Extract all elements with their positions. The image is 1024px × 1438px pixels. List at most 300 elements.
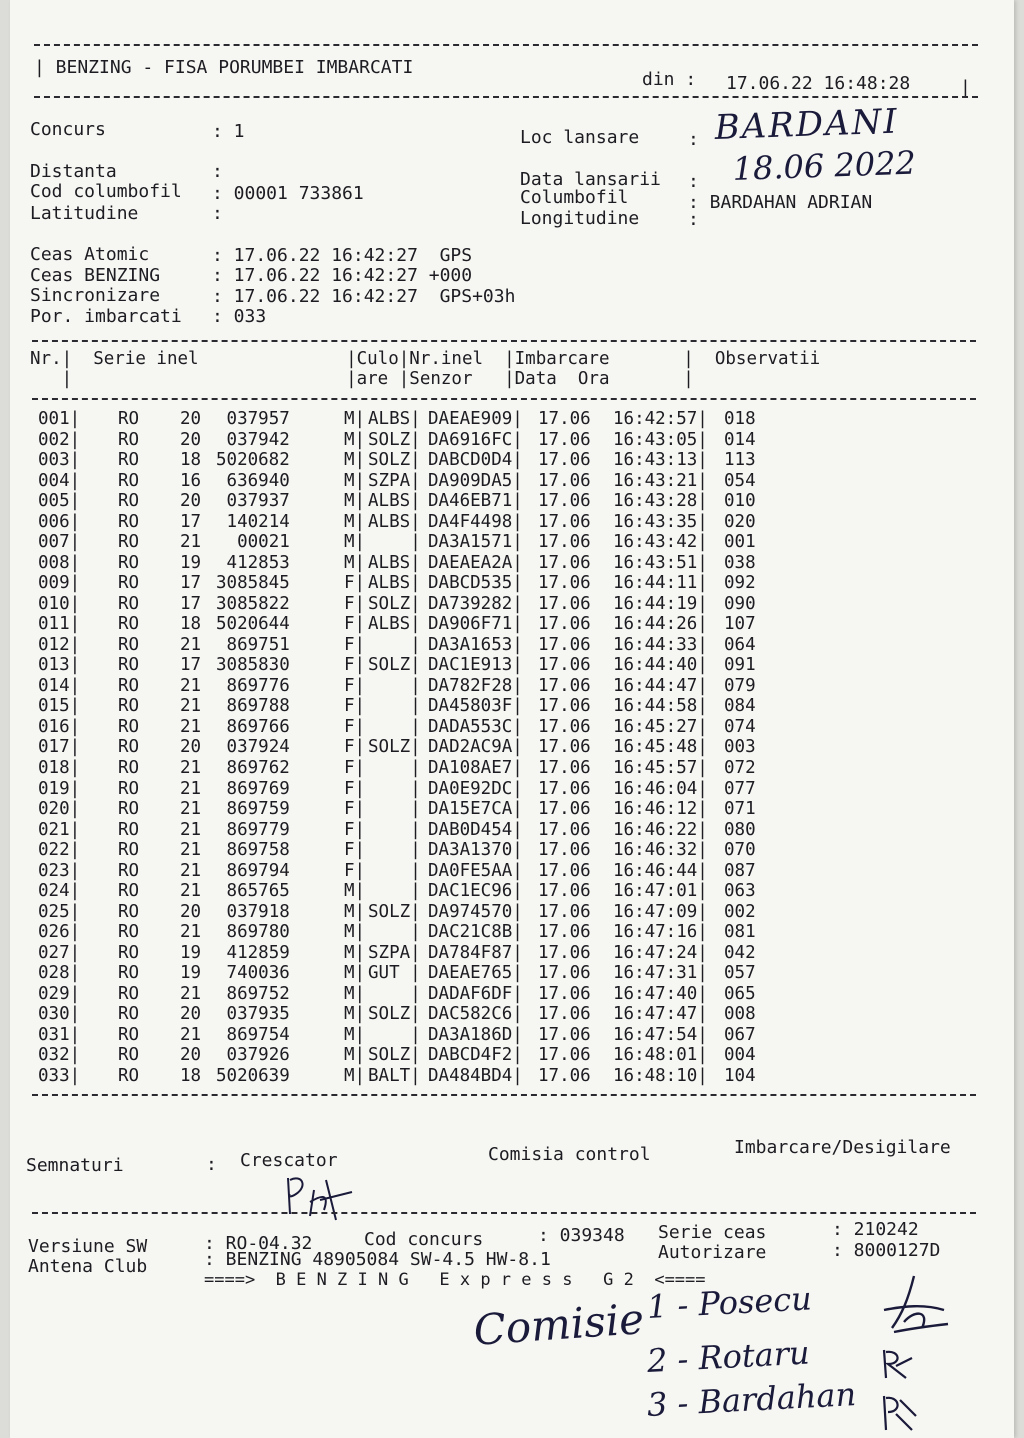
loc-lansare-colon: : — [688, 129, 699, 150]
member2-handwritten: 2 - Rotaru — [646, 1333, 811, 1380]
cell-boarding-date: 17.06 — [538, 552, 591, 573]
cell-sensor-id: DA784F87| — [428, 942, 523, 963]
member3-handwritten: 3 - Bardahan — [646, 1375, 857, 1424]
cell-sex: F| — [344, 860, 366, 881]
cell-boarding-time: 16:47:31| — [613, 963, 708, 984]
cell-row-number: 007| — [38, 532, 81, 553]
cod-concurs-value: : 039348 — [538, 1225, 625, 1246]
cell-sex: F| — [344, 716, 366, 737]
cell-boarding-time: 16:45:27| — [613, 716, 708, 737]
cell-ring-year: 21 — [180, 675, 202, 696]
cell-sex: F| — [344, 758, 366, 778]
cell-boarding-time: 16:42:57| — [613, 409, 708, 429]
cell-sensor-id: DADAF6DF| — [428, 983, 523, 1004]
cell-observation: 104 — [724, 1065, 756, 1086]
cell-color: SOLZ| — [368, 655, 421, 676]
cell-color: | — [410, 1024, 421, 1045]
cell-sex: M| — [344, 983, 366, 1004]
cell-boarding-date: 17.06 — [538, 1045, 591, 1066]
cell-boarding-time: 16:43:05| — [613, 429, 708, 450]
cell-sex: M| — [344, 470, 366, 491]
cell-boarding-date: 17.06 — [538, 450, 591, 471]
cell-country-code: RO — [118, 655, 140, 676]
sincronizare-value: : 17.06.22 16:42:27 GPS+03h — [212, 286, 516, 307]
cell-country-code: RO — [118, 860, 140, 881]
member1-handwritten: 1 - Posecu — [646, 1279, 813, 1326]
cell-row-number: 002| — [38, 429, 81, 450]
cell-boarding-time: 16:46:12| — [613, 799, 708, 820]
autorizare-value: : 8000127D — [832, 1240, 941, 1261]
cell-sensor-id: DAC1E913| — [428, 655, 523, 676]
cell-ring-year: 21 — [180, 922, 202, 943]
cod-columbofil-value: : 00001 733861 — [212, 183, 364, 204]
cell-boarding-time: 16:43:13| — [613, 450, 708, 471]
cell-ring-year: 20 — [180, 901, 202, 922]
sincronizare-label: Sincronizare — [30, 285, 161, 306]
member1-signature — [874, 1270, 954, 1340]
cell-sensor-id: DA6916FC| — [428, 429, 523, 450]
cell-observation: 091 — [724, 655, 756, 676]
latitudine-label: Latitudine — [30, 203, 139, 224]
longitudine-value: : — [688, 209, 699, 230]
cell-observation: 010 — [724, 491, 756, 512]
cell-country-code: RO — [118, 963, 140, 984]
cell-boarding-date: 17.06 — [538, 696, 591, 717]
ceas-benzing-value: : 17.06.22 16:42:27 +000 — [212, 265, 473, 286]
cell-observation: 057 — [724, 963, 756, 984]
cell-observation: 014 — [724, 429, 756, 450]
cell-sex: F| — [344, 737, 366, 758]
cell-observation: 065 — [724, 983, 756, 1004]
cell-observation: 084 — [724, 696, 756, 717]
cell-boarding-time: 16:47:16| — [613, 922, 708, 943]
cell-country-code: RO — [118, 737, 140, 758]
cell-ring-year: 20 — [180, 1004, 202, 1025]
cell-observation: 003 — [724, 737, 756, 758]
crescator-signature — [280, 1170, 360, 1226]
distanta-label: Distanta — [30, 161, 117, 182]
cell-sex: M| — [344, 901, 366, 922]
cell-boarding-date: 17.06 — [538, 409, 591, 429]
cell-row-number: 029| — [38, 983, 81, 1004]
header-bar-end: | — [960, 77, 971, 98]
table-top-rule — [32, 340, 976, 342]
cell-ring-year: 21 — [180, 819, 202, 840]
cell-ring-number: 037937 — [226, 491, 290, 512]
cell-color: GUT | — [368, 963, 421, 984]
cell-row-number: 023| — [38, 860, 81, 881]
cell-color: | — [410, 922, 421, 943]
cell-sensor-id: DA108AE7| — [428, 758, 523, 778]
cell-country-code: RO — [118, 1065, 140, 1086]
cell-row-number: 006| — [38, 511, 81, 532]
cell-color: | — [410, 758, 421, 778]
cell-ring-number: 037935 — [226, 1004, 290, 1025]
cell-boarding-date: 17.06 — [538, 758, 591, 778]
cell-row-number: 017| — [38, 737, 81, 758]
cell-row-number: 004| — [38, 470, 81, 491]
cell-boarding-time: 16:43:42| — [613, 532, 708, 553]
cell-boarding-date: 17.06 — [538, 737, 591, 758]
cell-ring-year: 20 — [180, 737, 202, 758]
cell-boarding-date: 17.06 — [538, 799, 591, 820]
cell-row-number: 009| — [38, 573, 81, 594]
cell-boarding-date: 17.06 — [538, 634, 591, 655]
autorizare-label: Autorizare — [658, 1242, 767, 1263]
cell-color: | — [410, 819, 421, 840]
cell-sensor-id: DABCD4F2| — [428, 1045, 523, 1066]
footer-rule — [32, 1212, 976, 1214]
cell-country-code: RO — [118, 409, 140, 429]
cell-color: | — [410, 778, 421, 799]
cell-observation: 070 — [724, 840, 756, 861]
data-lansarii-handwritten: 18.06 2022 — [732, 143, 917, 188]
cell-color: ALBS| — [368, 614, 421, 635]
cell-sex: F| — [344, 675, 366, 696]
cell-boarding-time: 16:44:40| — [613, 655, 708, 676]
cell-boarding-date: 17.06 — [538, 511, 591, 532]
cell-boarding-date: 17.06 — [538, 1024, 591, 1045]
comisia-control-label: Comisia control — [488, 1144, 651, 1165]
cell-color: ALBS| — [368, 573, 421, 594]
distanta-value: : — [212, 161, 223, 182]
cell-boarding-date: 17.06 — [538, 901, 591, 922]
cell-boarding-time: 16:45:48| — [613, 737, 708, 758]
cell-boarding-time: 16:48:10| — [613, 1065, 708, 1086]
cell-ring-number: 037942 — [226, 429, 290, 450]
cell-boarding-time: 16:47:01| — [613, 881, 708, 902]
cell-ring-number: 869752 — [226, 983, 290, 1004]
cell-sex: F| — [344, 799, 366, 820]
cell-boarding-date: 17.06 — [538, 532, 591, 553]
cell-ring-year: 21 — [180, 634, 202, 655]
cell-ring-year: 21 — [180, 716, 202, 737]
header-bottom-rule — [34, 96, 978, 98]
cell-color: SOLZ| — [368, 737, 421, 758]
cell-row-number: 032| — [38, 1045, 81, 1066]
cell-color: SOLZ| — [368, 901, 421, 922]
print-date-value: 17.06.22 16:48:28 — [726, 73, 911, 94]
cell-sensor-id: DA906F71| — [428, 614, 523, 635]
cell-sensor-id: DA3A1571| — [428, 532, 523, 553]
cell-sex: M| — [344, 1045, 366, 1066]
cell-ring-number: 3085822 — [216, 593, 290, 614]
cell-boarding-time: 16:43:21| — [613, 470, 708, 491]
cell-sensor-id: DAC1EC96| — [428, 881, 523, 902]
semnaturi-colon: : — [206, 1154, 217, 1175]
cell-country-code: RO — [118, 634, 140, 655]
cod-concurs-label: Cod concurs — [364, 1229, 484, 1250]
cell-observation: 054 — [724, 470, 756, 491]
cell-color: | — [410, 716, 421, 737]
cell-sex: M| — [344, 942, 366, 963]
table-header-line1: Nr.| Serie inel |Culo|Nr.inel |Imbarcare | Observatii — [30, 349, 821, 369]
cell-sensor-id: DA45803F| — [428, 696, 523, 717]
cell-sensor-id: DA3A1370| — [428, 840, 523, 861]
cell-ring-year: 16 — [180, 470, 202, 491]
cell-ring-year: 20 — [180, 429, 202, 450]
cell-color: | — [410, 881, 421, 902]
cell-observation: 042 — [724, 942, 756, 963]
cell-row-number: 031| — [38, 1024, 81, 1045]
cell-ring-year: 21 — [180, 758, 202, 778]
cell-sensor-id: DA0E92DC| — [428, 778, 523, 799]
cell-row-number: 003| — [38, 450, 81, 471]
cell-country-code: RO — [118, 840, 140, 861]
cell-ring-year: 18 — [180, 450, 202, 471]
cell-color: BALT| — [368, 1065, 421, 1086]
cell-country-code: RO — [118, 983, 140, 1004]
cell-sensor-id: DABCD0D4| — [428, 450, 523, 471]
cell-country-code: RO — [118, 799, 140, 820]
cell-boarding-time: 16:44:58| — [613, 696, 708, 717]
cell-ring-number: 869788 — [226, 696, 290, 717]
cell-ring-number: 740036 — [226, 963, 290, 984]
cell-sex: F| — [344, 696, 366, 717]
cell-boarding-time: 16:44:26| — [613, 614, 708, 635]
cell-boarding-date: 17.06 — [538, 470, 591, 491]
document-sheet — [10, 0, 1014, 1438]
cell-color: SOLZ| — [368, 1045, 421, 1066]
cell-country-code: RO — [118, 922, 140, 943]
cell-row-number: 022| — [38, 840, 81, 861]
cell-ring-year: 17 — [180, 593, 202, 614]
cell-color: | — [410, 840, 421, 861]
ceas-atomic-value: : 17.06.22 16:42:27 GPS — [212, 245, 473, 266]
versiune-sw-label: Versiune SW — [28, 1236, 148, 1257]
cell-boarding-date: 17.06 — [538, 922, 591, 943]
cell-color: ALBS| — [368, 491, 421, 512]
cell-boarding-time: 16:47:54| — [613, 1024, 708, 1045]
cell-sensor-id: DA15E7CA| — [428, 799, 523, 820]
cell-ring-number: 3085830 — [216, 655, 290, 676]
cell-color: | — [410, 860, 421, 881]
cell-observation: 038 — [724, 552, 756, 573]
loc-lansare-handwritten: BARDANI — [714, 101, 900, 148]
cell-ring-number: 412853 — [226, 552, 290, 573]
cell-observation: 071 — [724, 799, 756, 820]
cell-country-code: RO — [118, 942, 140, 963]
cell-sex: F| — [344, 634, 366, 655]
cell-sex: M| — [344, 552, 366, 573]
cell-boarding-date: 17.06 — [538, 614, 591, 635]
cell-sensor-id: DA4F4498| — [428, 511, 523, 532]
cell-ring-number: 00021 — [237, 532, 290, 553]
cell-boarding-time: 16:47:40| — [613, 983, 708, 1004]
cell-ring-year: 21 — [180, 799, 202, 820]
columbofil-label: Columbofil — [520, 187, 629, 208]
cell-row-number: 010| — [38, 593, 81, 614]
cell-country-code: RO — [118, 1024, 140, 1045]
cell-sensor-id: DAC21C8B| — [428, 922, 523, 943]
cell-boarding-time: 16:43:51| — [613, 552, 708, 573]
cell-country-code: RO — [118, 778, 140, 799]
cell-observation: 004 — [724, 1045, 756, 1066]
cell-sensor-id: DA782F28| — [428, 675, 523, 696]
cell-ring-number: 140214 — [226, 511, 290, 532]
member3-signature — [876, 1390, 920, 1434]
cell-row-number: 020| — [38, 799, 81, 820]
cell-boarding-date: 17.06 — [538, 819, 591, 840]
cell-country-code: RO — [118, 470, 140, 491]
cell-observation: 002 — [724, 901, 756, 922]
cell-boarding-date: 17.06 — [538, 573, 591, 594]
cell-observation: 113 — [724, 450, 756, 471]
cell-country-code: RO — [118, 532, 140, 553]
cell-color: | — [410, 675, 421, 696]
serie-ceas-label: Serie ceas — [658, 1222, 767, 1243]
cell-sex: M| — [344, 491, 366, 512]
cell-color: SOLZ| — [368, 429, 421, 450]
cell-row-number: 012| — [38, 634, 81, 655]
cell-country-code: RO — [118, 511, 140, 532]
cell-observation: 090 — [724, 593, 756, 614]
cell-sex: M| — [344, 881, 366, 902]
cell-boarding-time: 16:44:47| — [613, 675, 708, 696]
por-imbarcati-value: : 033 — [212, 306, 267, 327]
cell-ring-number: 5020639 — [216, 1065, 290, 1086]
cell-observation: 077 — [724, 778, 756, 799]
cell-boarding-date: 17.06 — [538, 593, 591, 614]
cell-ring-year: 20 — [180, 491, 202, 512]
cell-color: ALBS| — [368, 409, 421, 429]
cell-ring-year: 17 — [180, 511, 202, 532]
cell-ring-number: 412859 — [226, 942, 290, 963]
cell-ring-year: 19 — [180, 963, 202, 984]
cell-row-number: 008| — [38, 552, 81, 573]
cell-observation: 092 — [724, 573, 756, 594]
cell-ring-number: 869766 — [226, 716, 290, 737]
cell-sex: M| — [344, 429, 366, 450]
cell-sex: M| — [344, 1024, 366, 1045]
cell-observation: 081 — [724, 922, 756, 943]
cell-ring-number: 037924 — [226, 737, 290, 758]
cell-ring-year: 21 — [180, 532, 202, 553]
cell-ring-number: 869751 — [226, 634, 290, 655]
cell-country-code: RO — [118, 573, 140, 594]
cell-observation: 107 — [724, 614, 756, 635]
cell-observation: 018 — [724, 409, 756, 429]
cell-sensor-id: DAD2AC9A| — [428, 737, 523, 758]
cell-boarding-time: 16:43:28| — [613, 491, 708, 512]
cell-boarding-date: 17.06 — [538, 1065, 591, 1086]
imbarcare-desigilare-label: Imbarcare/Desigilare — [734, 1137, 951, 1158]
cell-ring-year: 21 — [180, 696, 202, 717]
cell-boarding-time: 16:46:22| — [613, 819, 708, 840]
cell-boarding-time: 16:45:57| — [613, 758, 708, 778]
cell-boarding-time: 16:48:01| — [613, 1045, 708, 1066]
cell-observation: 080 — [724, 819, 756, 840]
cell-row-number: 005| — [38, 491, 81, 512]
print-date-label: din : — [642, 69, 697, 90]
cell-country-code: RO — [118, 901, 140, 922]
cell-boarding-date: 17.06 — [538, 963, 591, 984]
cell-ring-number: 869754 — [226, 1024, 290, 1045]
cell-color: SOLZ| — [368, 593, 421, 614]
cell-sex: F| — [344, 778, 366, 799]
cell-row-number: 030| — [38, 1004, 81, 1025]
cell-ring-number: 037918 — [226, 901, 290, 922]
cell-boarding-date: 17.06 — [538, 491, 591, 512]
cell-ring-number: 636940 — [226, 470, 290, 491]
cell-sex: M| — [344, 409, 366, 429]
cell-sex: M| — [344, 532, 366, 553]
versiune-sw-value: : RO-04.32 — [204, 1233, 313, 1254]
cell-ring-year: 18 — [180, 614, 202, 635]
member2-signature — [876, 1344, 916, 1384]
cell-boarding-date: 17.06 — [538, 983, 591, 1004]
cell-row-number: 011| — [38, 614, 81, 635]
latitudine-value: : — [212, 203, 223, 224]
cell-ring-year: 21 — [180, 840, 202, 861]
cell-observation: 008 — [724, 1004, 756, 1025]
cell-boarding-time: 16:46:04| — [613, 778, 708, 799]
cell-ring-number: 869794 — [226, 860, 290, 881]
cell-ring-number: 869769 — [226, 778, 290, 799]
cell-ring-number: 5020682 — [216, 450, 290, 471]
cell-observation: 079 — [724, 675, 756, 696]
cell-sex: M| — [344, 1004, 366, 1025]
cell-boarding-time: 16:44:19| — [613, 593, 708, 614]
loc-lansare-label: Loc lansare — [520, 127, 640, 148]
cell-boarding-date: 17.06 — [538, 716, 591, 737]
cell-sensor-id: DAB0D454| — [428, 819, 523, 840]
cell-sex: F| — [344, 573, 366, 594]
cell-color: | — [410, 532, 421, 553]
cell-sensor-id: DA974570| — [428, 901, 523, 922]
cell-observation: 064 — [724, 634, 756, 655]
cell-observation: 001 — [724, 532, 756, 553]
cell-ring-year: 20 — [180, 1045, 202, 1066]
cell-country-code: RO — [118, 491, 140, 512]
cell-color: | — [410, 696, 421, 717]
cell-ring-number: 5020644 — [216, 614, 290, 635]
cell-row-number: 015| — [38, 696, 81, 717]
cell-country-code: RO — [118, 1045, 140, 1066]
cell-row-number: 025| — [38, 901, 81, 922]
antena-club-value: : BENZING 48905084 SW-4.5 HW-8.1 — [204, 1249, 551, 1270]
cell-sensor-id: DAC582C6| — [428, 1004, 523, 1025]
cell-country-code: RO — [118, 429, 140, 450]
cell-row-number: 021| — [38, 819, 81, 840]
cell-ring-year: 21 — [180, 1024, 202, 1045]
data-lansarii-label: Data lansarii — [520, 169, 661, 190]
cell-row-number: 014| — [38, 675, 81, 696]
cod-columbofil-label: Cod columbofil — [30, 181, 182, 202]
cell-country-code: RO — [118, 696, 140, 717]
cell-sensor-id: DA739282| — [428, 593, 523, 614]
table-header-line2: | |are |Senzor |Data Ora | — [30, 369, 694, 389]
cell-observation: 067 — [724, 1024, 756, 1045]
cell-sex: M| — [344, 922, 366, 943]
cell-sensor-id: DA484BD4| — [428, 1065, 523, 1086]
cell-ring-year: 21 — [180, 983, 202, 1004]
cell-sensor-id: DA46EB71| — [428, 491, 523, 512]
cell-ring-year: 17 — [180, 655, 202, 676]
cell-boarding-time: 16:44:33| — [613, 634, 708, 655]
cell-color: | — [410, 799, 421, 820]
columbofil-value: : BARDAHAN ADRIAN — [688, 192, 873, 213]
cell-sensor-id: DA3A1653| — [428, 634, 523, 655]
cell-boarding-time: 16:46:44| — [613, 860, 708, 881]
cell-sensor-id: DA909DA5| — [428, 470, 523, 491]
cell-observation: 072 — [724, 758, 756, 778]
longitudine-label: Longitudine — [520, 208, 640, 229]
cell-sex: F| — [344, 840, 366, 861]
cell-sex: M| — [344, 511, 366, 532]
cell-row-number: 019| — [38, 778, 81, 799]
cell-boarding-time: 16:47:09| — [613, 901, 708, 922]
